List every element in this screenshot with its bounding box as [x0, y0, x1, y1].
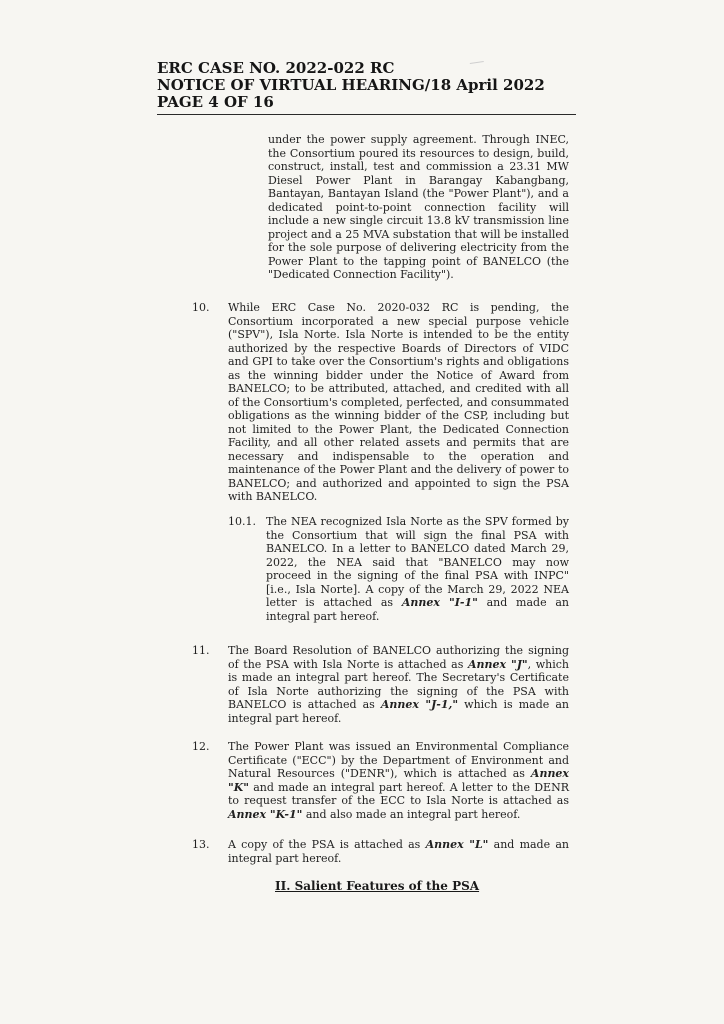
annex-reference: Annex "J"	[467, 657, 528, 671]
annex-reference: Annex "K"	[228, 767, 569, 794]
paragraph-text: The Power Plant was issued an Environmental Compliance Certificate ("ECC") by the Department of Environment and Natural Resources ("DENR"), which is attached as	[228, 740, 569, 780]
page-number: PAGE 4 OF 16	[157, 93, 274, 111]
case-number: ERC CASE NO. 2022-022 RC	[157, 59, 395, 77]
paragraph-text: and made an integral part hereof. A letter to the DENR to request transfer of the ECC to Isla Norte is attached as	[228, 780, 569, 807]
paragraph-text: The NEA recognized Isla Norte as the SPV formed by the Consortium that will sign the final PSA with BANELCO. In a letter to BANELCO dated March 29, 2022, the NEA said that "BANELCO may now proceed in the signing of the final PSA with INPC" [i.e., Isla Norte]. A copy of the March 29, 2022 NEA letter is attached as	[266, 515, 569, 609]
paragraph-text: and made an integral part hereof.	[228, 838, 569, 865]
continuation-paragraph: under the power supply agreement. Through INEC, the Consortium poured its resources to design, build, construct, install, test and commission a 23.31 MW Diesel Power Plant in Barangay Kabangbang, Bantayan, Bantayan Island (the "Power Plant"), and a dedicated point-to-point connection facility will include a new single circuit 13.8 kV transmission line project and a 25 MVA substation that will be installed for the sole purpose of delivering electricity from the Power Plant to the tapping point of BANELCO (the "Dedicated Connection Facility").	[268, 133, 569, 281]
paragraph-10: While ERC Case No. 2020-032 RC is pending, the Consortium incorporated a new special purpose vehicle ("SPV"), Isla Norte. Isla Norte is intended to be the entity authorized by the respective Boards of Directors of VIDC and GPI to take over the Consortium's rights and obligations as the winning bidder under the Notice of Award from BANELCO; to be attributed, attached, and credited with all of the Consortium's completed, perfected, and consummated obligations as the winning bidder of the CSP, including but not limited to the Power Plant, the Dedicated Connection Facility, and all other related assets and permits that are necessary and indispensable to the operation and maintenance of the Power Plant and the delivery of power to BANELCO; and authorized and appointed to sign the PSA with BANELCO.	[228, 301, 569, 503]
annex-reference: Annex "L"	[425, 838, 489, 851]
paragraph-text: and made an integral part hereof.	[266, 596, 570, 623]
annex-reference: Annex "I-1"	[401, 596, 478, 609]
paragraph-text: which is made an integral part hereof.	[228, 698, 569, 725]
section-heading: II. Salient Features of the PSA	[275, 879, 480, 893]
paragraph-12	[228, 740, 569, 821]
paragraph-13	[228, 838, 569, 865]
annex-reference: Annex "K-1"	[228, 807, 303, 821]
paragraph-text: The Board Resolution of BANELCO authorizing the signing of the PSA with Isla Norte is attached as	[228, 644, 569, 671]
paragraph-text: and also made an integral part hereof.	[302, 807, 521, 821]
paragraph-number-12: 12.	[192, 740, 210, 753]
page-header	[157, 60, 577, 111]
paragraph-number-10: 10.	[192, 301, 210, 314]
paragraph-number-11: 11.	[192, 644, 210, 657]
annex-reference: Annex "J-1,"	[380, 698, 459, 711]
header-divider	[157, 114, 576, 115]
notice-title: NOTICE OF VIRTUAL HEARING/18 April 2022	[157, 76, 545, 94]
paragraph-11	[228, 644, 569, 725]
paragraph-text: A copy of the PSA is attached as	[228, 838, 426, 851]
paragraph-text: , which is made an integral part hereof. The Secretary's Certificate of Isla Norte authorizing the signing of the PSA with BANELCO is attached as	[228, 657, 569, 711]
paragraph-number-10-1: 10.1.	[228, 515, 256, 528]
paragraph-number-13: 13.	[192, 838, 210, 851]
paragraph-10-1	[266, 515, 569, 623]
